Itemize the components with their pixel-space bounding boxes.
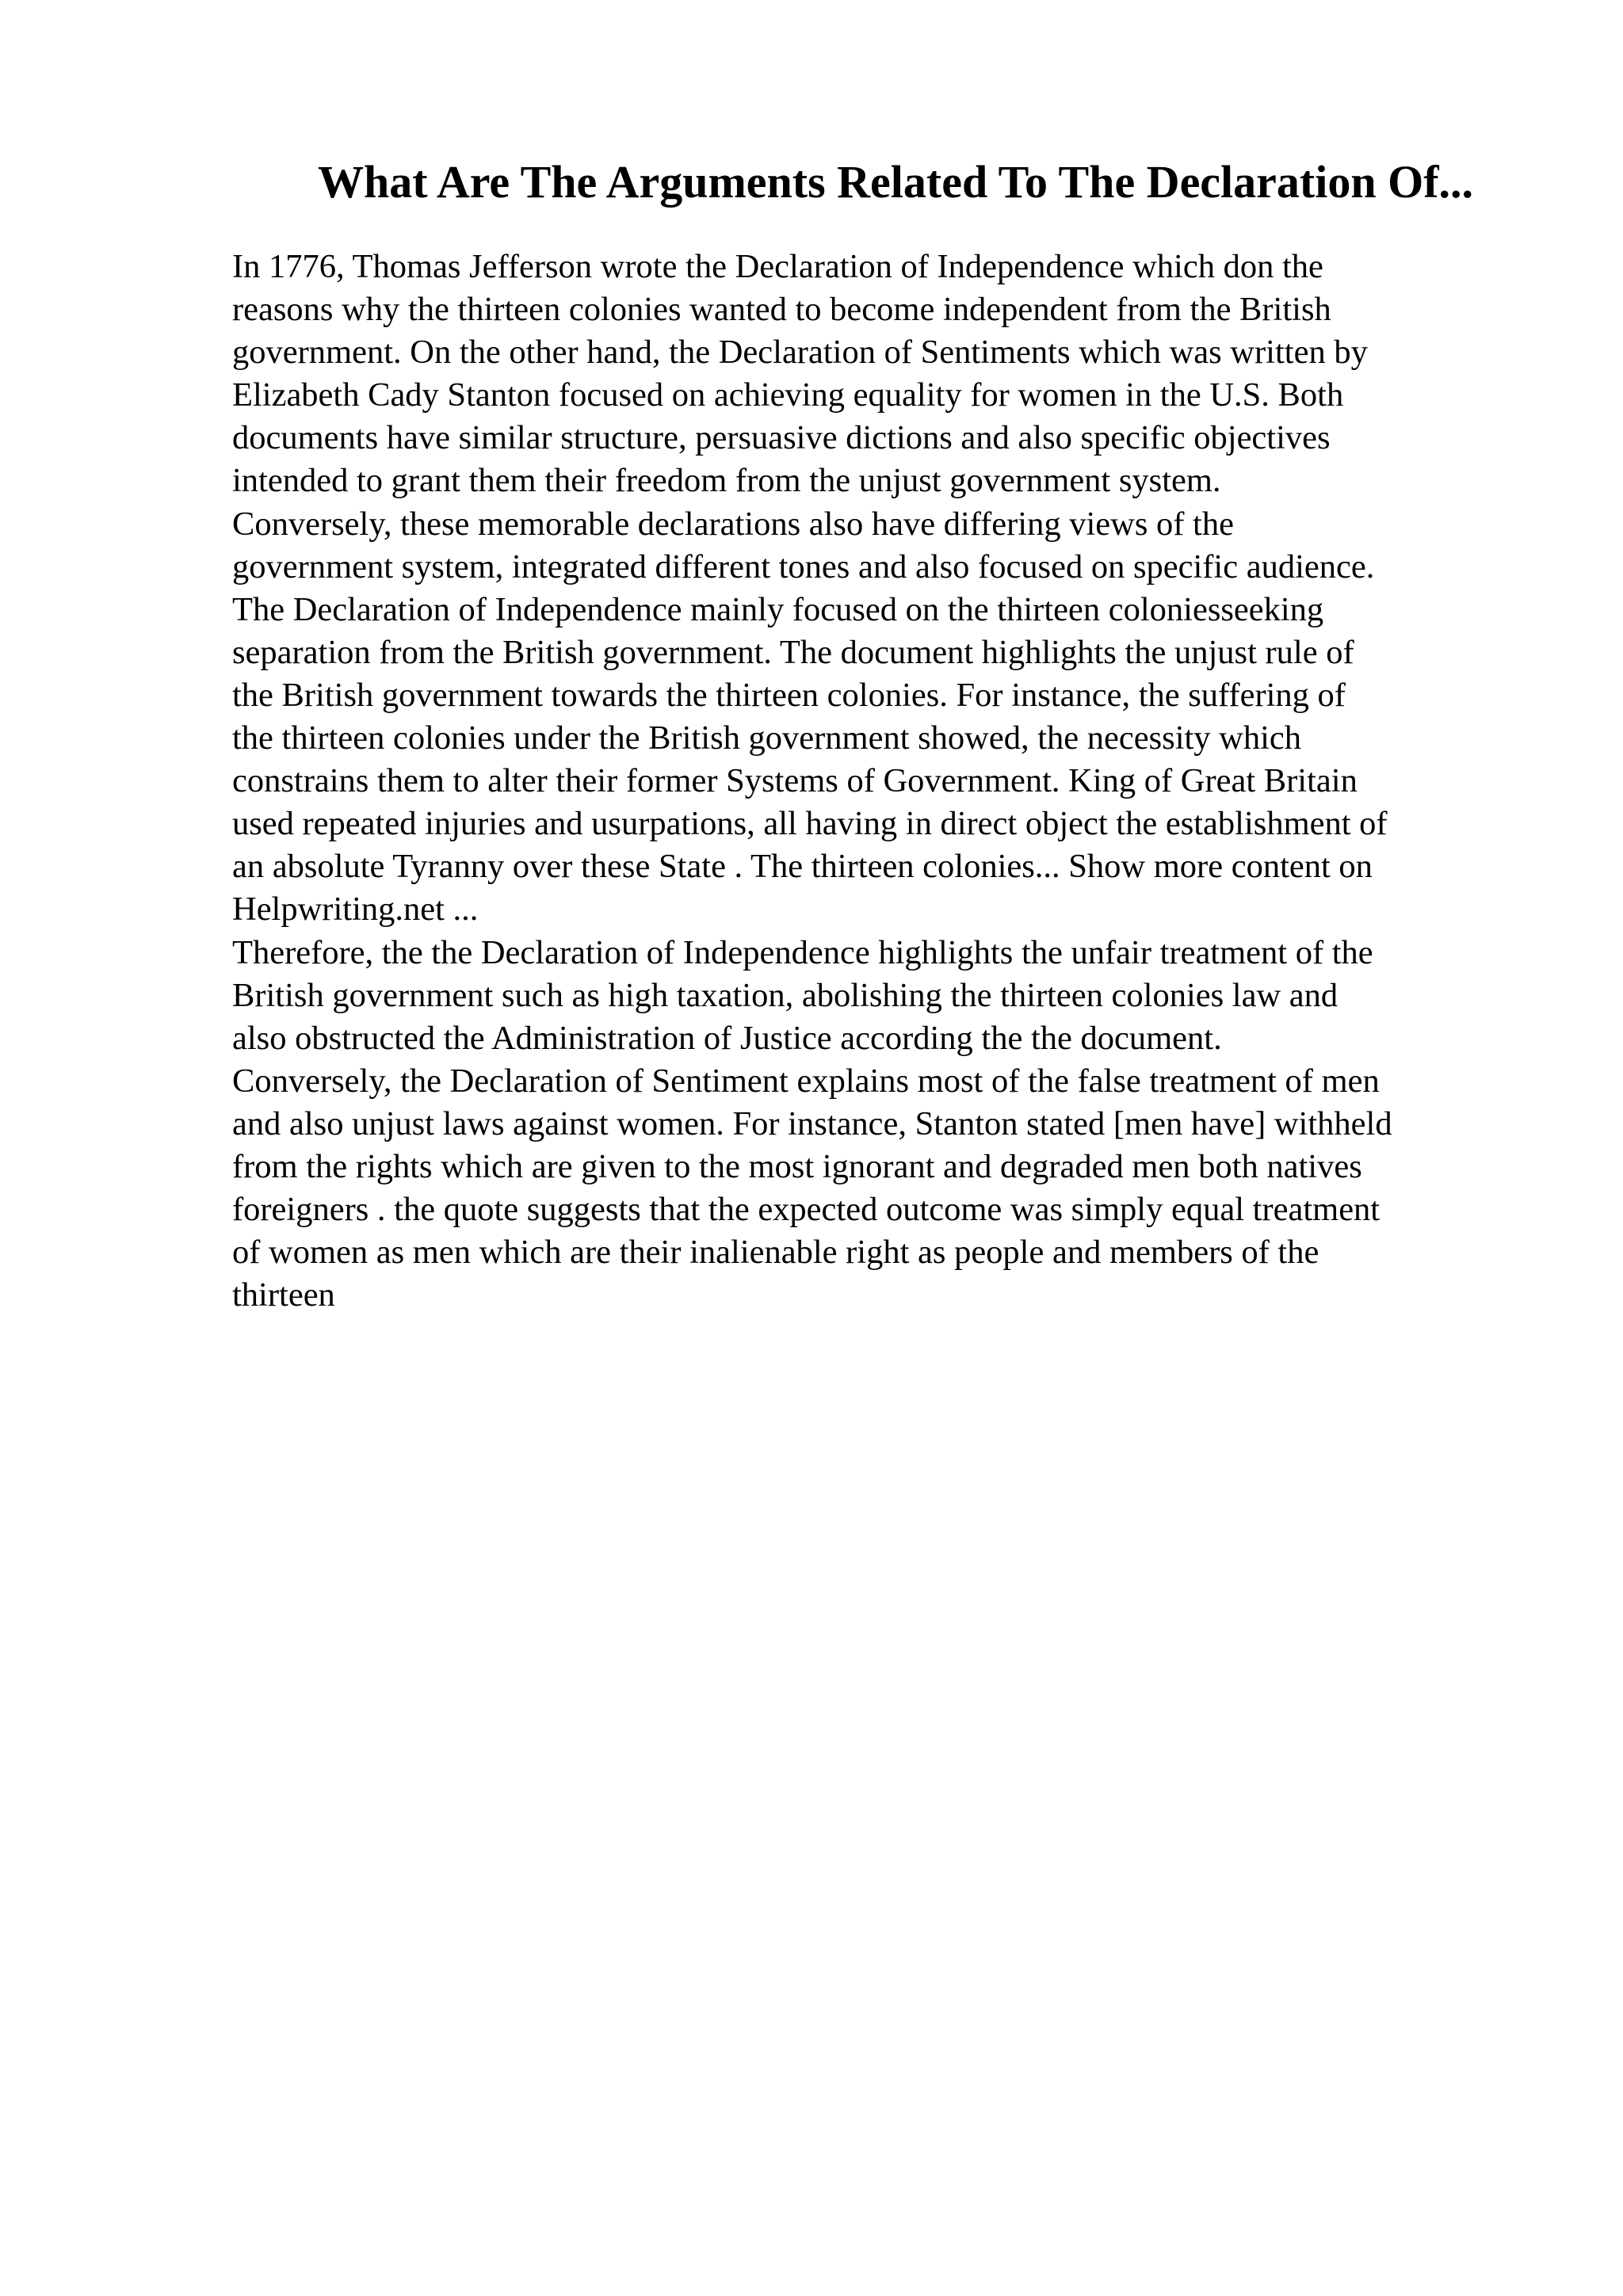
body-line: British government such as high taxation, abolishing the thirteen colonies law and: [232, 976, 1338, 1014]
body-line: Conversely, the Declaration of Sentiment explains most of the false treatment of men: [232, 1062, 1380, 1100]
body-line: the British government towards the thirteen colonies. For instance, the suffering of: [232, 676, 1346, 714]
body-line: government system, integrated different tones and also focused on specific audience.: [232, 547, 1375, 585]
body-line: separation from the British government. The document highlights the unjust rule of: [232, 633, 1354, 671]
body-line: Conversely, these memorable declarations also have differing views of the: [232, 505, 1234, 543]
body-line: Elizabeth Cady Stanton focused on achieving equality for women in the U.S. Both: [232, 376, 1344, 414]
body-line: also obstructed the Administration of Justice according the the document.: [232, 1019, 1222, 1057]
body-line: an absolute Tyranny over these State . The thirteen colonies... Show more content on: [232, 848, 1373, 886]
body-line: documents have similar structure, persuasive dictions and also specific objectives: [232, 419, 1331, 457]
body-line: foreigners . the quote suggests that the expected outcome was simply equal treatment: [232, 1191, 1381, 1229]
body-line: and also unjust laws against women. For instance, Stanton stated [men have] withheld: [232, 1104, 1392, 1142]
body-line: reasons why the thirteen colonies wanted to become independent from the British: [232, 291, 1331, 329]
body-line: In 1776, Thomas Jefferson wrote the Declaration of Independence which don the: [232, 248, 1323, 285]
body-line: The Declaration of Independence mainly focused on the thirteen coloniesseeking: [232, 590, 1324, 628]
body-line: from the rights which are given to the most ignorant and degraded men both natives: [232, 1147, 1362, 1185]
body-line: of women as men which are their inalienable right as people and members of the: [232, 1234, 1319, 1272]
body-line: Therefore, the the Declaration of Independence highlights the unfair treatment of the: [232, 933, 1373, 971]
document-body: [232, 246, 1516, 1317]
body-line: constrains them to alter their former Systems of Government. King of Great Britain: [232, 762, 1358, 800]
body-line: intended to grant them their freedom from the unjust government system.: [232, 462, 1221, 500]
body-line: the thirteen colonies under the British government showed, the necessity which: [232, 719, 1302, 757]
document-title: What Are The Arguments Related To The Declaration Of...: [317, 156, 1474, 208]
body-line: used repeated injuries and usurpations, all having in direct object the establishment of: [232, 805, 1388, 843]
body-line: thirteen: [232, 1276, 335, 1314]
body-line: Helpwriting.net ...: [232, 891, 479, 929]
body-line: government. On the other hand, the Declaration of Sentiments which was written by: [232, 334, 1368, 372]
